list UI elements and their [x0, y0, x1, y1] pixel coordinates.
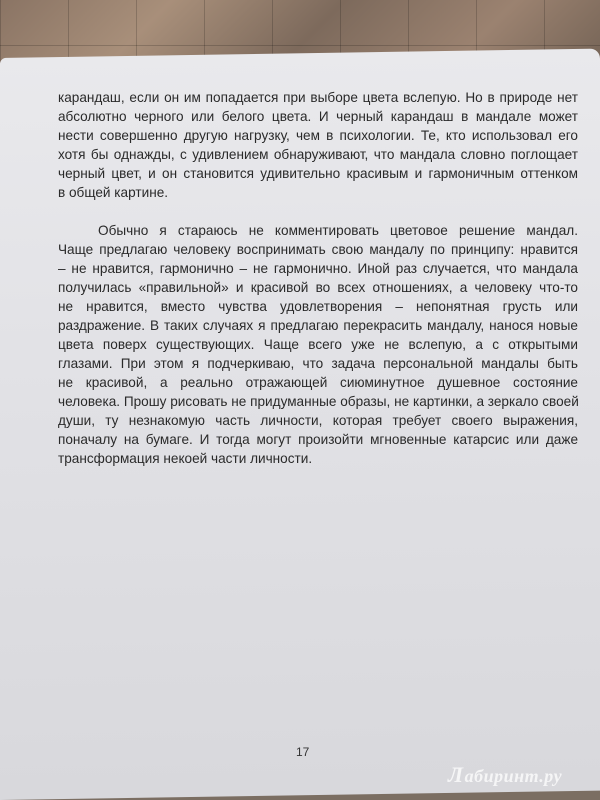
- text-line: души, ту незнакомую часть личности, которая требует своего выражения,: [58, 413, 578, 428]
- text-line: получилась «правильной» и красивой во всех отношениях, а человеку что-то: [58, 280, 578, 295]
- paragraph-2: [58, 221, 578, 468]
- text-line: абсолютно черного или белого цвета. И черный карандаш в мандале может: [58, 109, 578, 124]
- text-line: черный цвет, и он становится удивительно красивым и гармоничным оттенком: [58, 166, 578, 181]
- watermark-text: абиринт.ру: [464, 766, 563, 786]
- text-line: Чаще предлагаю человеку воспринимать свою мандалу по принципу: нравится: [58, 242, 578, 257]
- labirint-logo-icon: Л: [448, 762, 464, 787]
- text-line: в общей картине.: [58, 185, 169, 200]
- text-line: человека. Прошу рисовать не придуманные образы, не картинки, а зеркало своей: [58, 394, 579, 409]
- text-line: не красивой, а реально отражающей сиюминутное душевное состояние: [58, 375, 578, 390]
- page-text: [58, 88, 578, 468]
- text-line: – не нравится, гармонично – не гармонично. Иной раз случается, что мандала: [58, 261, 578, 276]
- text-line: не нравится, вместо чувства удовлетворения – непонятная грусть или: [58, 299, 578, 314]
- text-line: трансформация некоей части личности.: [58, 451, 313, 466]
- text-line: карандаш, если он им попадается при выборе цвета вслепую. Но в природе нет: [58, 90, 578, 105]
- text-line: хотя бы однажды, с удивлением обнаруживают, что мандала словно поглощает: [58, 147, 578, 162]
- paragraph-1: [58, 88, 578, 202]
- text-line: цвета поверх существующих. Чаще всего уже не вслепую, а с открытыми: [58, 337, 578, 352]
- text-line: нести совершенно другую нагрузку, чем в психологии. Те, кто использовал его: [58, 128, 578, 143]
- page-number: 17: [296, 745, 310, 759]
- text-line: поначалу на бумаге. И тогда могут произойти мгновенные катарсис или даже: [58, 432, 578, 447]
- text-line: глазами. При этом я подчеркиваю, что задача персональной мандалы быть: [58, 356, 578, 371]
- text-line: раздражение. В таких случаях я предлагаю перекрасить мандалу, нанося новые: [58, 318, 578, 333]
- text-line: Обычно я стараюсь не комментировать цветовое решение мандал.: [98, 223, 578, 238]
- labirint-watermark: [448, 762, 562, 788]
